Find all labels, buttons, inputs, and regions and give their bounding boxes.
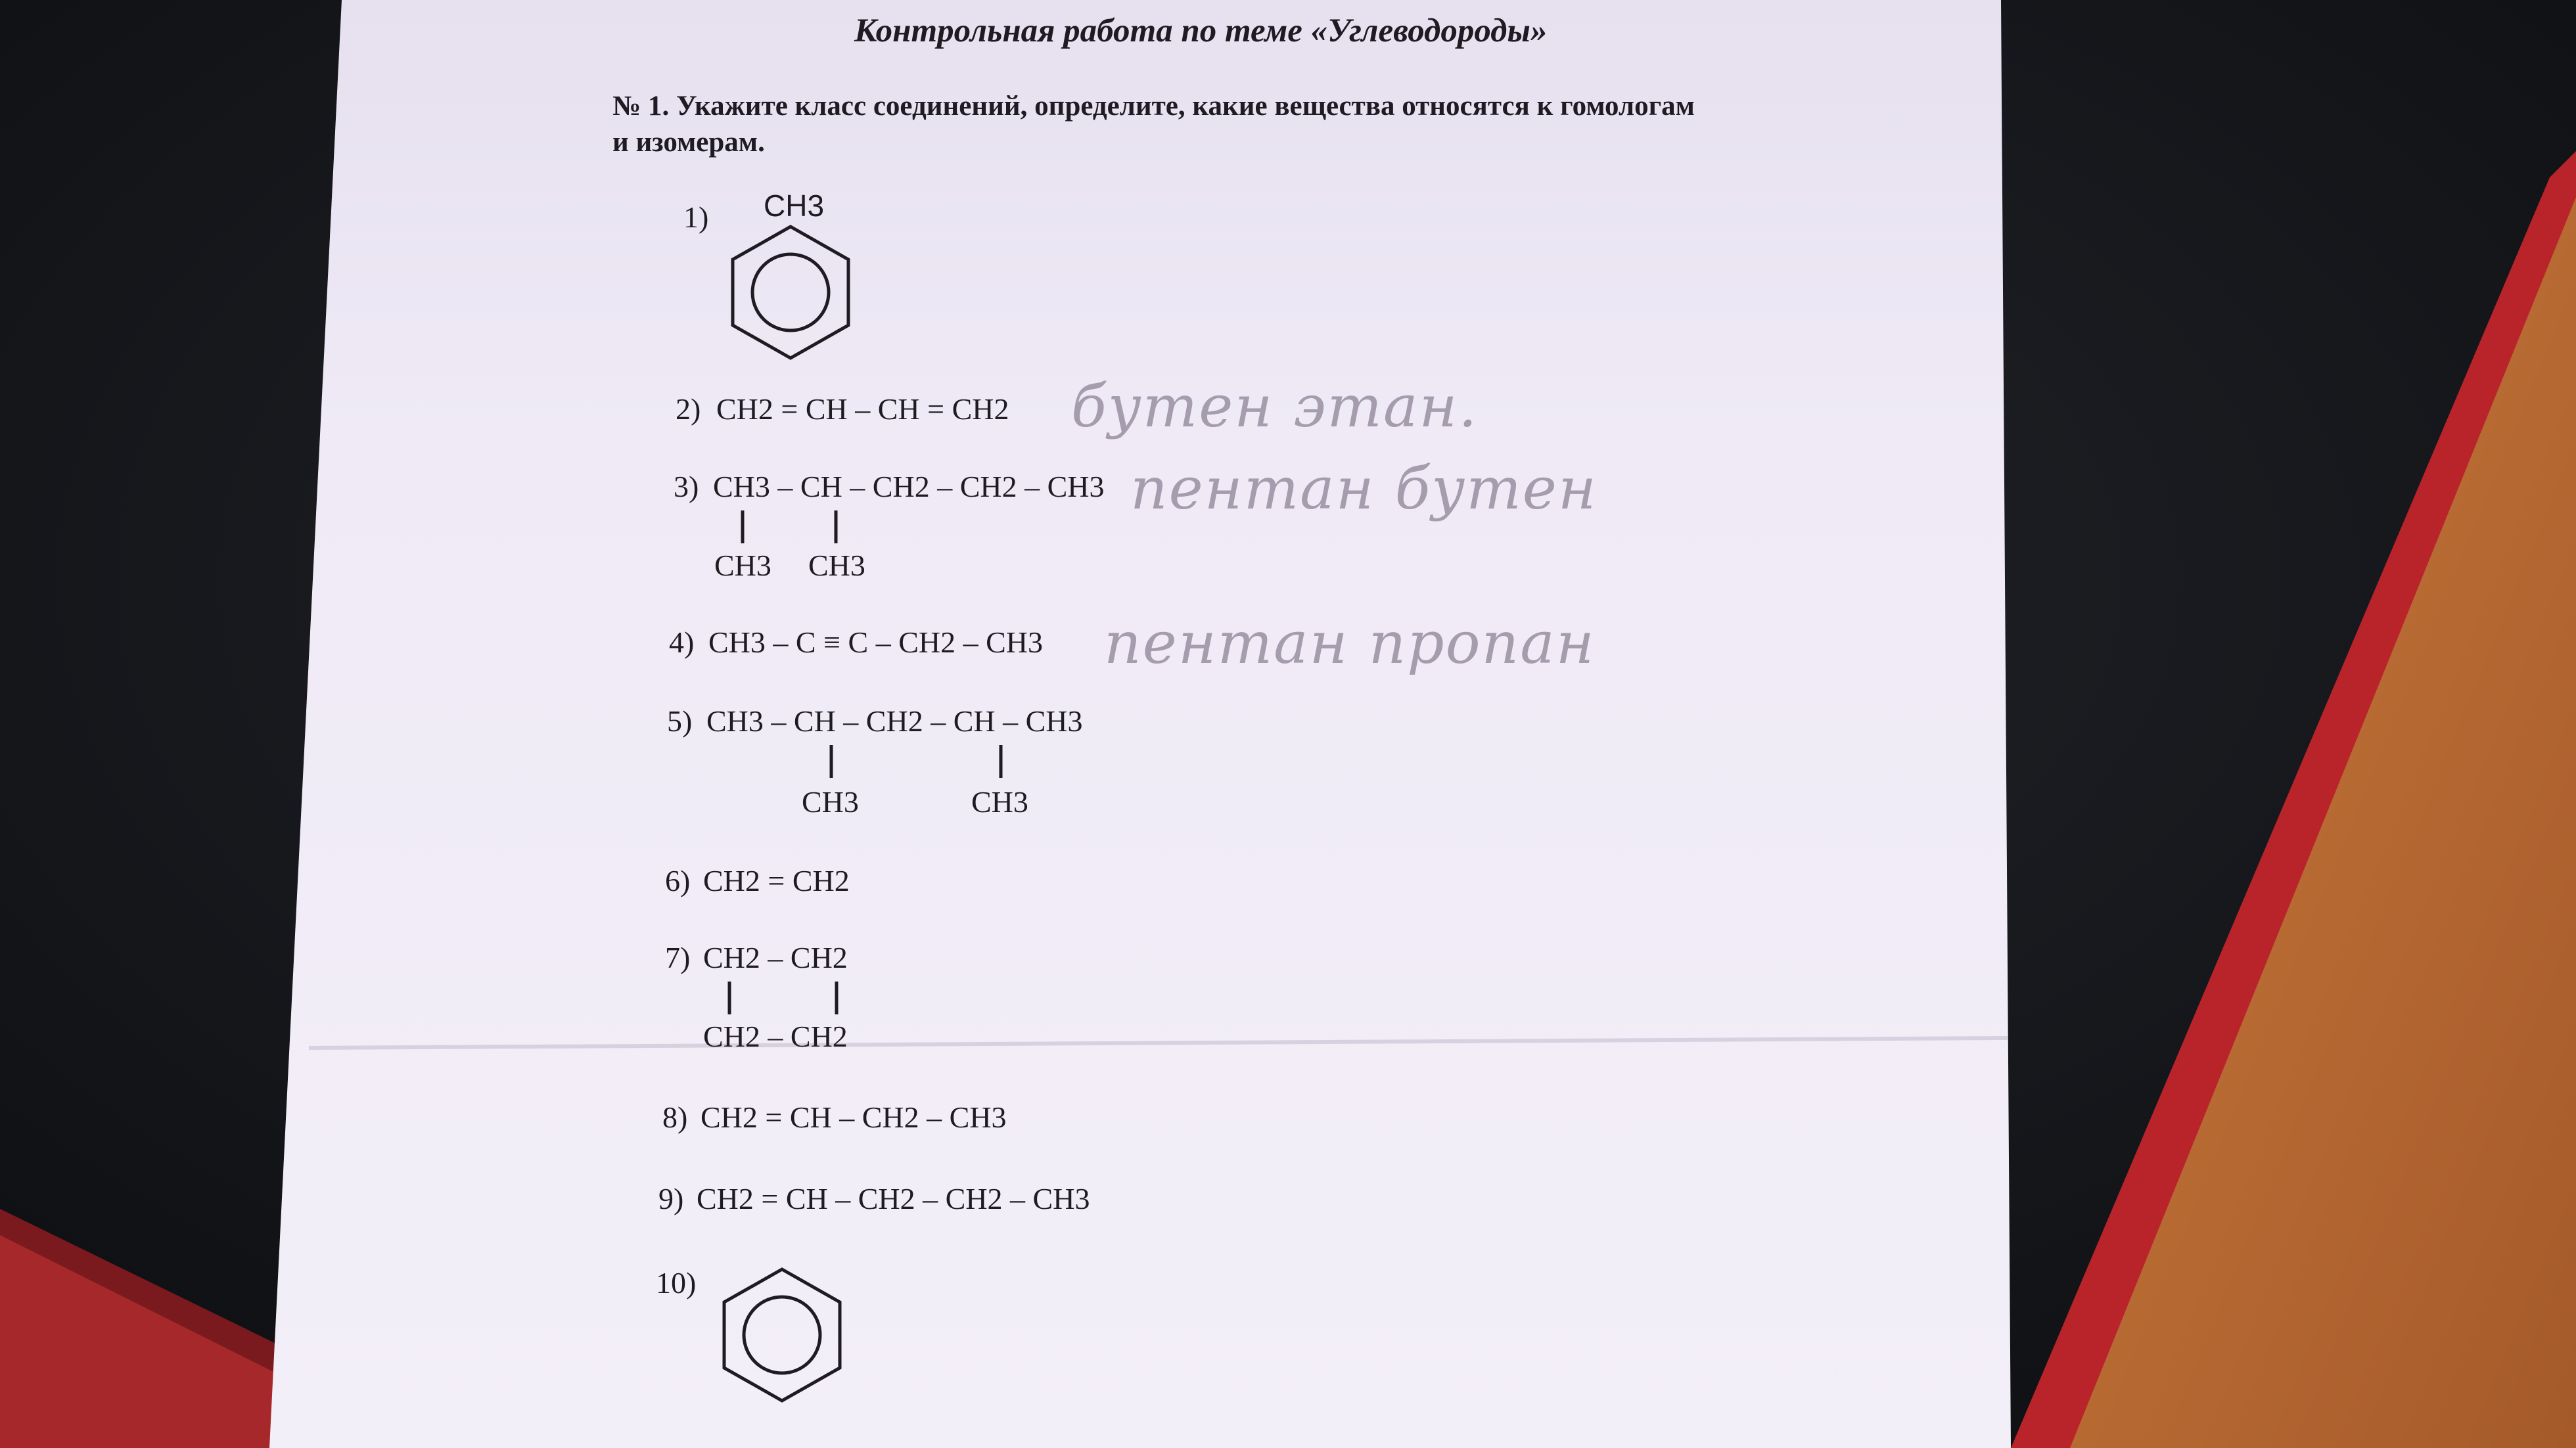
item-3-substituent-b: CH3 bbox=[808, 549, 865, 582]
item-8-formula: CH2 = CH – CH2 – CH3 bbox=[701, 1100, 1007, 1134]
item-4-number: 4) bbox=[669, 625, 695, 659]
item-7-formula-bottom: CH2 – CH2 bbox=[703, 1020, 848, 1053]
item-4-handwriting: пентан пропан bbox=[1104, 609, 1596, 677]
page-title: Контрольная работа по теме «Углеводороды» bbox=[854, 12, 1548, 49]
item-5-substituent-a: CH3 bbox=[802, 785, 859, 819]
item-7-formula-top: CH2 – CH2 bbox=[703, 941, 848, 974]
item-3-substituent-a: CH3 bbox=[714, 549, 771, 582]
item-10-number: 10) bbox=[656, 1266, 697, 1300]
item-6-formula: CH2 = CH2 bbox=[703, 864, 850, 897]
item-3-handwriting: пентан бутен bbox=[1130, 455, 1598, 522]
item-9-formula: CH2 = CH – CH2 – CH2 – CH3 bbox=[697, 1182, 1090, 1215]
item-2-formula: CH2 = CH – CH = CH2 bbox=[716, 392, 1009, 426]
item-5-number: 5) bbox=[667, 704, 693, 738]
item-5-substituent-b: CH3 bbox=[971, 785, 1028, 819]
task-line-1: № 1. Укажите класс соединений, определите, какие вещества относятся к гомологам bbox=[612, 91, 1695, 122]
item-3-bonds bbox=[729, 509, 861, 549]
item-6-number: 6) bbox=[665, 864, 691, 897]
item-5-formula: CH3 – CH – CH2 – CH – CH3 bbox=[706, 704, 1083, 738]
item-3-formula: CH3 – CH – CH2 – CH2 – CH3 bbox=[713, 470, 1105, 503]
toluene-ring-icon bbox=[722, 220, 860, 371]
item-5-bonds bbox=[815, 744, 1012, 783]
item-9-number: 9) bbox=[658, 1182, 684, 1215]
item-7-bonds bbox=[720, 980, 851, 1020]
item-2-handwriting: бутен этан. bbox=[1071, 373, 1479, 440]
item-1-number: 1) bbox=[683, 200, 709, 234]
item-4-formula: CH3 – C ≡ C – CH2 – CH3 bbox=[708, 625, 1044, 659]
item-1-substituent: CH3 bbox=[764, 189, 825, 223]
task-line-2: и изомерам. bbox=[612, 127, 765, 158]
item-7-number: 7) bbox=[665, 941, 691, 974]
benzene-ring-icon bbox=[713, 1263, 851, 1414]
item-8-number: 8) bbox=[662, 1100, 688, 1134]
item-2-number: 2) bbox=[676, 392, 701, 426]
item-3-number: 3) bbox=[674, 470, 699, 503]
